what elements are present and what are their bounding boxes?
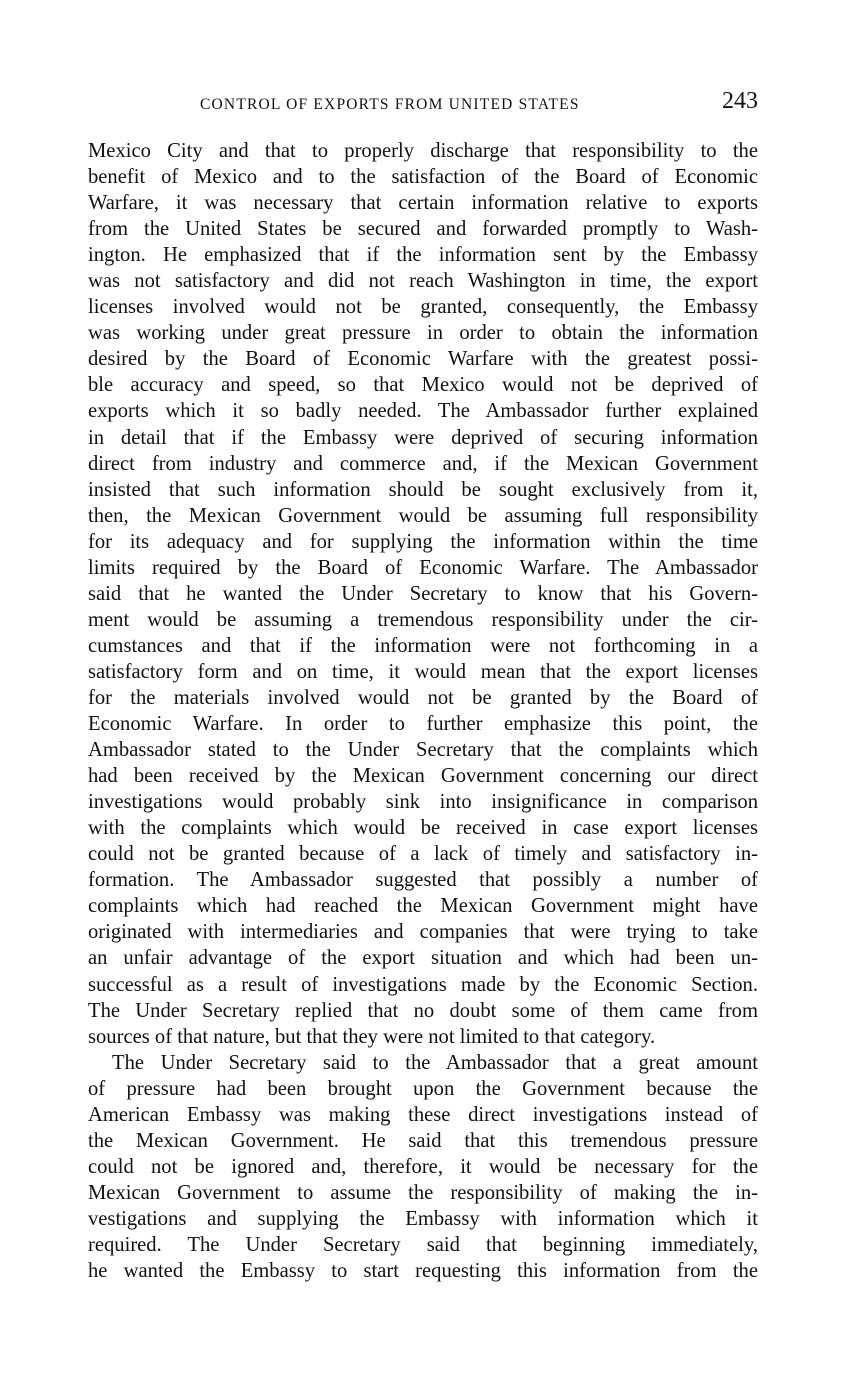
text-line: said that he wanted the Under Secretary to know that his Govern- [88, 582, 758, 605]
text-line: was working under great pressure in order to obtain the information [88, 322, 758, 345]
text-line: was not satisfactory and did not reach Washington in time, the export [88, 270, 758, 293]
text-line: successful as a result of investigations made by the Economic Section. [88, 973, 758, 996]
text-line: direct from industry and commerce and, if the Mexican Government [88, 452, 758, 475]
text-line: in detail that if the Embassy were deprived of securing information [88, 426, 758, 449]
text-line: ington. He emphasized that if the information sent by the Embassy [88, 244, 758, 267]
text-line: insisted that such information should be sought exclusively from it, [88, 478, 758, 501]
text-line: with the complaints which would be received in case export licenses [88, 817, 758, 840]
text-line: originated with intermediaries and companies that were trying to take [88, 921, 758, 944]
text-line: required. The Under Secretary said that beginning immediately, [88, 1233, 758, 1256]
text-line: cumstances and that if the information were not forthcoming in a [88, 634, 758, 657]
text-line: The Under Secretary replied that no doubt some of them came from [88, 999, 758, 1022]
page-number: 243 [722, 88, 758, 114]
paragraph-1 [88, 138, 758, 1050]
text-line: ble accuracy and speed, so that Mexico would not be deprived of [88, 374, 758, 397]
text-line: had been received by the Mexican Government concerning our direct [88, 765, 758, 788]
text-line: the Mexican Government. He said that this tremendous pressure [88, 1129, 758, 1152]
text-line: for the materials involved would not be granted by the Board of [88, 686, 758, 709]
paragraph-2 [88, 1050, 758, 1284]
text-line: limits required by the Board of Economic Warfare. The Ambassador [88, 556, 758, 579]
text-line: benefit of Mexico and to the satisfaction of the Board of Economic [88, 166, 758, 189]
text-line: The Under Secretary said to the Ambassador that a great amount [112, 1051, 758, 1074]
text-line: exports which it so badly needed. The Ambassador further explained [88, 400, 758, 423]
text-line: ment would be assuming a tremendous responsibility under the cir- [88, 608, 758, 631]
text-line: desired by the Board of Economic Warfare with the greatest possi- [88, 348, 758, 371]
text-line: of pressure had been brought upon the Government because the [88, 1077, 758, 1100]
running-title: CONTROL OF EXPORTS FROM UNITED STATES [200, 96, 580, 113]
text-line: for its adequacy and for supplying the information within the time [88, 530, 758, 553]
text-line: formation. The Ambassador suggested that possibly a number of [88, 869, 758, 892]
running-head [88, 88, 758, 122]
text-line: Mexico City and that to properly discharge that responsibility to the [88, 140, 758, 162]
text-line: from the United States be secured and forwarded promptly to Wash- [88, 218, 758, 241]
text-line: satisfactory form and on time, it would mean that the export licenses [88, 660, 758, 683]
text-line: he wanted the Embassy to start requesting this information from the [88, 1260, 758, 1283]
text-line: could not be granted because of a lack of timely and satisfactory in- [88, 843, 758, 866]
text-line: then, the Mexican Government would be assuming full responsibility [88, 504, 758, 527]
text-line: Mexican Government to assume the responsibility of making the in- [88, 1181, 758, 1204]
text-line: American Embassy was making these direct investigations instead of [88, 1103, 758, 1126]
text-line: sources of that nature, but that they were not limited to that category. [88, 1025, 656, 1048]
text-line: Economic Warfare. In order to further emphasize this point, the [88, 713, 758, 736]
text-line: Ambassador stated to the Under Secretary that the complaints which [88, 739, 758, 762]
text-line: could not be ignored and, therefore, it would be necessary for the [88, 1155, 758, 1178]
text-line: complaints which had reached the Mexican Government might have [88, 895, 758, 918]
text-line: investigations would probably sink into insignificance in comparison [88, 791, 758, 814]
text-line: licenses involved would not be granted, consequently, the Embassy [88, 296, 758, 319]
text-line: vestigations and supplying the Embassy with information which it [88, 1207, 758, 1230]
body-text [88, 138, 758, 1284]
text-line: Warfare, it was necessary that certain information relative to exports [88, 192, 758, 215]
text-line: an unfair advantage of the export situation and which had been un- [88, 947, 758, 970]
